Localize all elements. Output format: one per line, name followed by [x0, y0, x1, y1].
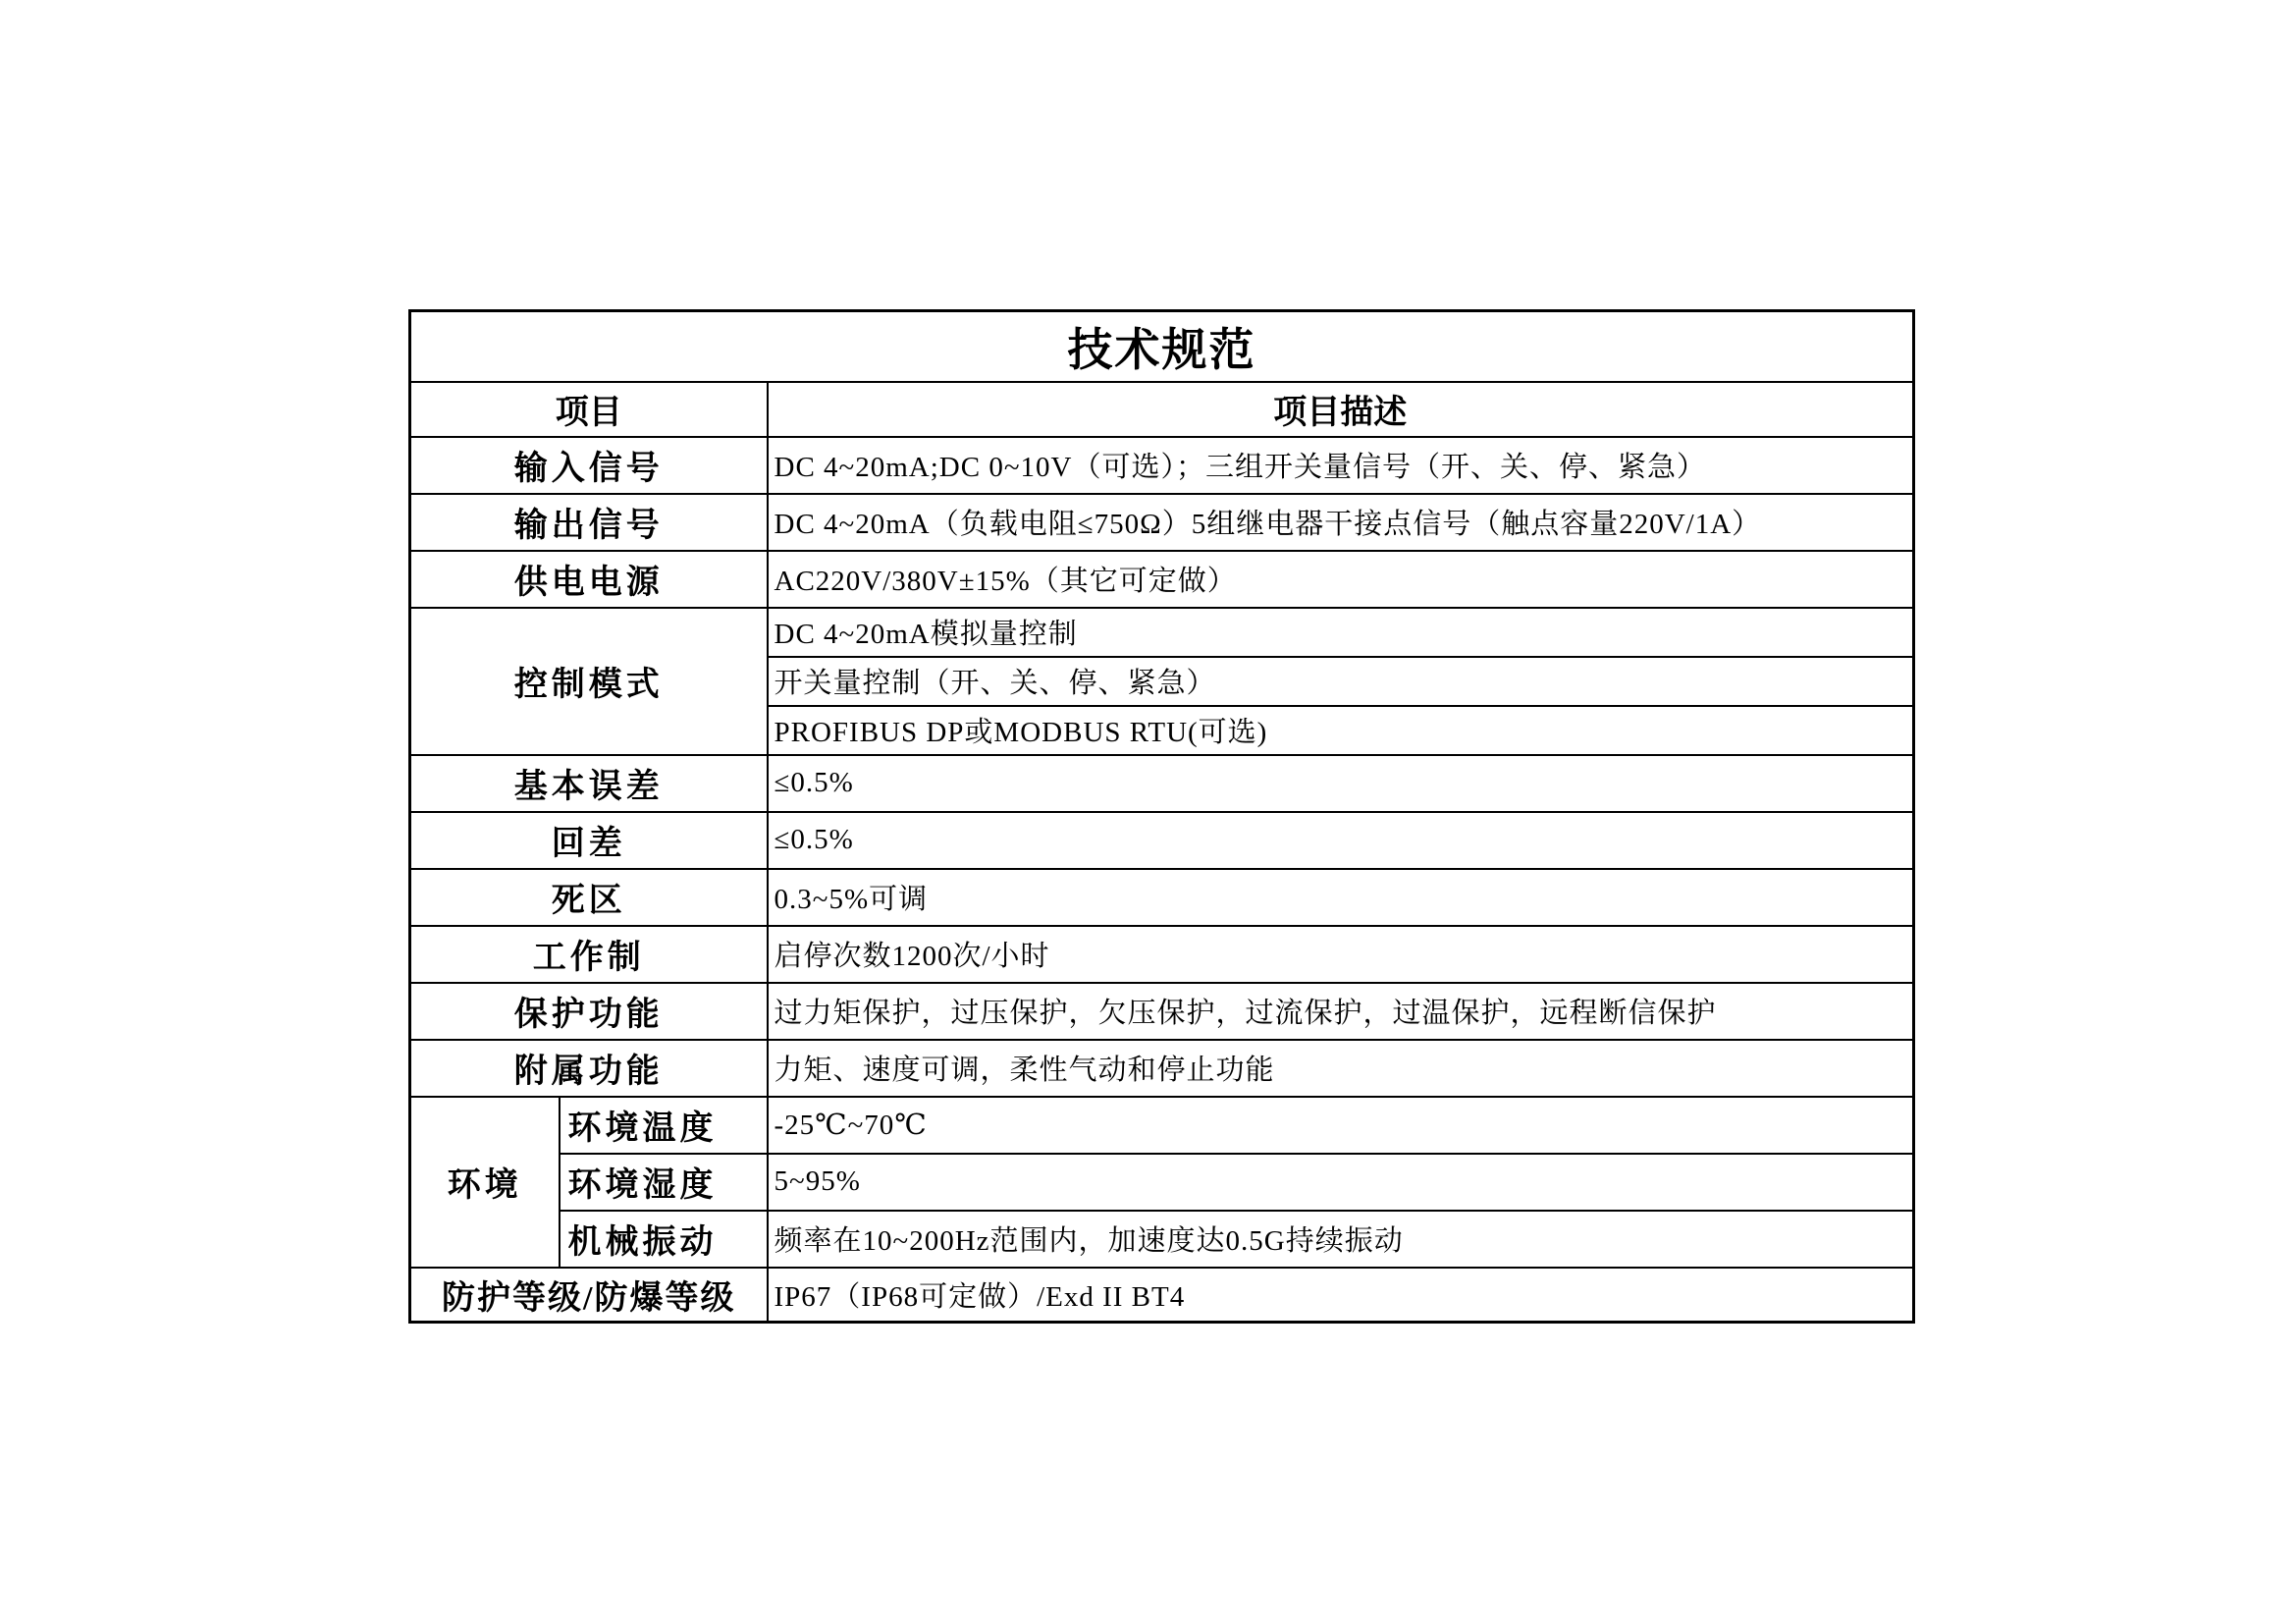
table-row — [410, 869, 1914, 926]
table-title: 技术规范 — [410, 311, 1914, 382]
row-value-control-mode-3: PROFIBUS DP或MODBUS RTU(可选) — [768, 706, 1914, 755]
row-value-dead-zone: 0.3~5%可调 — [768, 869, 1914, 926]
sub-label-temperature: 环境温度 — [560, 1097, 768, 1154]
row-label-input-signal: 输入信号 — [410, 437, 768, 494]
header-description: 项目描述 — [768, 382, 1914, 437]
row-label-protection: 保护功能 — [410, 983, 768, 1040]
table-row — [410, 983, 1914, 1040]
row-value-output-signal: DC 4~20mA（负载电阻≤750Ω）5组继电器干接点信号（触点容量220V/1A） — [768, 494, 1914, 551]
header-item: 项目 — [410, 382, 768, 437]
table-row — [410, 494, 1914, 551]
title-row — [410, 311, 1914, 382]
row-value-hysteresis: ≤0.5% — [768, 812, 1914, 869]
sub-value-vibration: 频率在10~200Hz范围内，加速度达0.5G持续振动 — [768, 1211, 1914, 1268]
row-label-hysteresis: 回差 — [410, 812, 768, 869]
row-label-control-mode: 控制模式 — [410, 608, 768, 755]
table-row — [410, 812, 1914, 869]
row-label-rating: 防护等级/防爆等级 — [410, 1268, 768, 1323]
row-label-basic-error: 基本误差 — [410, 755, 768, 812]
table-row — [410, 608, 1914, 657]
table-row — [410, 1040, 1914, 1097]
row-value-control-mode-2: 开关量控制（开、关、停、紧急） — [768, 657, 1914, 706]
row-label-accessory: 附属功能 — [410, 1040, 768, 1097]
row-label-output-signal: 输出信号 — [410, 494, 768, 551]
row-value-protection: 过力矩保护，过压保护，欠压保护，过流保护，过温保护，远程断信保护 — [768, 983, 1914, 1040]
table-row — [410, 1154, 1914, 1211]
spec-table — [408, 309, 1915, 1324]
row-label-dead-zone: 死区 — [410, 869, 768, 926]
row-label-power-supply: 供电电源 — [410, 551, 768, 608]
row-value-input-signal: DC 4~20mA;DC 0~10V（可选）；三组开关量信号（开、关、停、紧急） — [768, 437, 1914, 494]
row-value-rating: IP67（IP68可定做）/Exd II BT4 — [768, 1268, 1914, 1323]
row-value-accessory: 力矩、速度可调，柔性气动和停止功能 — [768, 1040, 1914, 1097]
row-value-control-mode-1: DC 4~20mA模拟量控制 — [768, 608, 1914, 657]
sub-label-vibration: 机械振动 — [560, 1211, 768, 1268]
table-row — [410, 926, 1914, 983]
row-value-power-supply: AC220V/380V±15%（其它可定做） — [768, 551, 1914, 608]
sub-label-humidity: 环境湿度 — [560, 1154, 768, 1211]
table-row — [410, 551, 1914, 608]
row-value-duty: 启停次数1200次/小时 — [768, 926, 1914, 983]
table-row — [410, 1097, 1914, 1154]
table-row — [410, 1268, 1914, 1323]
table-row — [410, 437, 1914, 494]
table-row — [410, 1211, 1914, 1268]
row-label-duty: 工作制 — [410, 926, 768, 983]
table-row — [410, 755, 1914, 812]
row-label-environment: 环境 — [410, 1097, 560, 1268]
sub-value-temperature: -25℃~70℃ — [768, 1097, 1914, 1154]
sub-value-humidity: 5~95% — [768, 1154, 1914, 1211]
header-row — [410, 382, 1914, 437]
row-value-basic-error: ≤0.5% — [768, 755, 1914, 812]
